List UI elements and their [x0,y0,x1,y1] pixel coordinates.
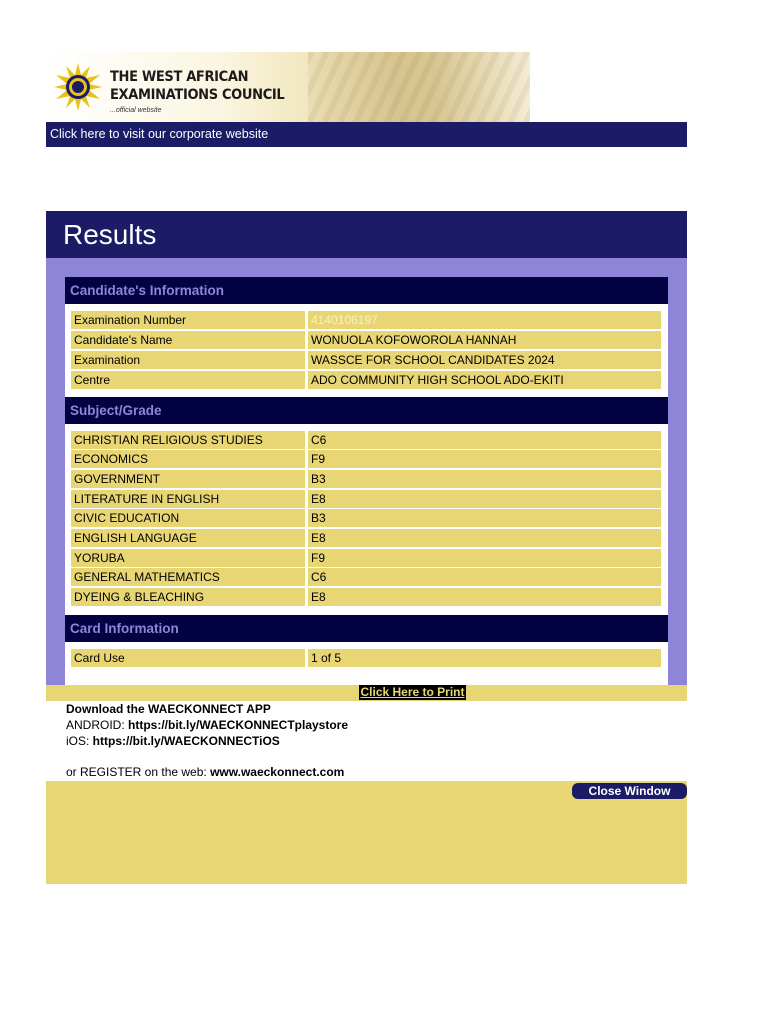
table-row [71,351,661,369]
subject-grade: B3 [308,509,661,527]
row-value: 4140106197 [308,311,661,329]
org-name-line2: EXAMINATIONS COUNCIL [110,87,285,103]
table-row [71,490,661,508]
subject-grade: E8 [308,529,661,547]
results-title: Results [46,211,687,258]
org-name [110,68,284,104]
org-name-line1: THE WEST AFRICAN [110,69,249,85]
print-link[interactable]: Click Here to Print [360,685,465,699]
table-row [71,470,661,488]
row-label: Examination Number [71,311,305,329]
footer-panel [46,781,687,884]
print-bar [46,685,687,701]
subject-name: ENGLISH LANGUAGE [71,529,305,547]
row-value: WONUOLA KOFOWOROLA HANNAH [308,331,661,349]
subject-name: CIVIC EDUCATION [71,509,305,527]
register-line [66,764,344,780]
android-link[interactable]: https://bit.ly/WAECKONNECTplaystore [128,718,349,732]
table-row [71,588,661,606]
download-title: Download the WAECKONNECT APP [66,702,271,716]
row-label: Candidate's Name [71,331,305,349]
row-value: ADO COMMUNITY HIGH SCHOOL ADO-EKITI [308,371,661,389]
ios-line [66,733,280,749]
ios-label: iOS: [66,734,93,748]
ios-link[interactable]: https://bit.ly/WAECKONNECTiOS [92,734,280,748]
waec-logo-icon [54,63,102,111]
table-row [71,311,661,329]
candidate-info-header: Candidate's Information [65,277,668,304]
subject-grade-header: Subject/Grade [65,397,668,424]
android-line [66,717,348,733]
subject-grade: C6 [308,568,661,586]
table-row [71,649,661,667]
row-value: 1 of 5 [308,649,661,667]
register-link[interactable]: www.waeckonnect.com [210,765,345,779]
subject-grade: E8 [308,588,661,606]
table-row [71,431,661,449]
subject-name: GOVERNMENT [71,470,305,488]
org-tagline: ...official website [110,107,162,114]
banner-photo [308,52,530,122]
table-row [71,371,661,389]
corporate-website-link[interactable]: Click here to visit our corporate website [46,122,687,147]
table-row [71,549,661,567]
card-info-header: Card Information [65,615,668,642]
row-label: Examination [71,351,305,369]
subject-grade: B3 [308,470,661,488]
android-label: ANDROID: [66,718,129,732]
close-window-button[interactable]: Close Window [572,783,687,799]
subject-grade: C6 [308,431,661,449]
subject-grade: E8 [308,490,661,508]
subject-name: LITERATURE IN ENGLISH [71,490,305,508]
row-label: Centre [71,371,305,389]
table-row [71,331,661,349]
header-banner [46,52,530,122]
row-label: Card Use [71,649,305,667]
table-row [71,568,661,586]
results-panel [46,258,687,685]
subject-name: DYEING & BLEACHING [71,588,305,606]
results-table [65,277,668,685]
row-value: WASSCE FOR SCHOOL CANDIDATES 2024 [308,351,661,369]
subject-name: GENERAL MATHEMATICS [71,568,305,586]
subject-name: ECONOMICS [71,450,305,468]
app-download-title [66,701,271,717]
subject-grade: F9 [308,549,661,567]
subject-name: YORUBA [71,549,305,567]
table-row [71,450,661,468]
register-label: or REGISTER on the web: [66,765,211,779]
subject-name: CHRISTIAN RELIGIOUS STUDIES [71,431,305,449]
table-row [71,509,661,527]
table-row [71,529,661,547]
subject-grade: F9 [308,450,661,468]
